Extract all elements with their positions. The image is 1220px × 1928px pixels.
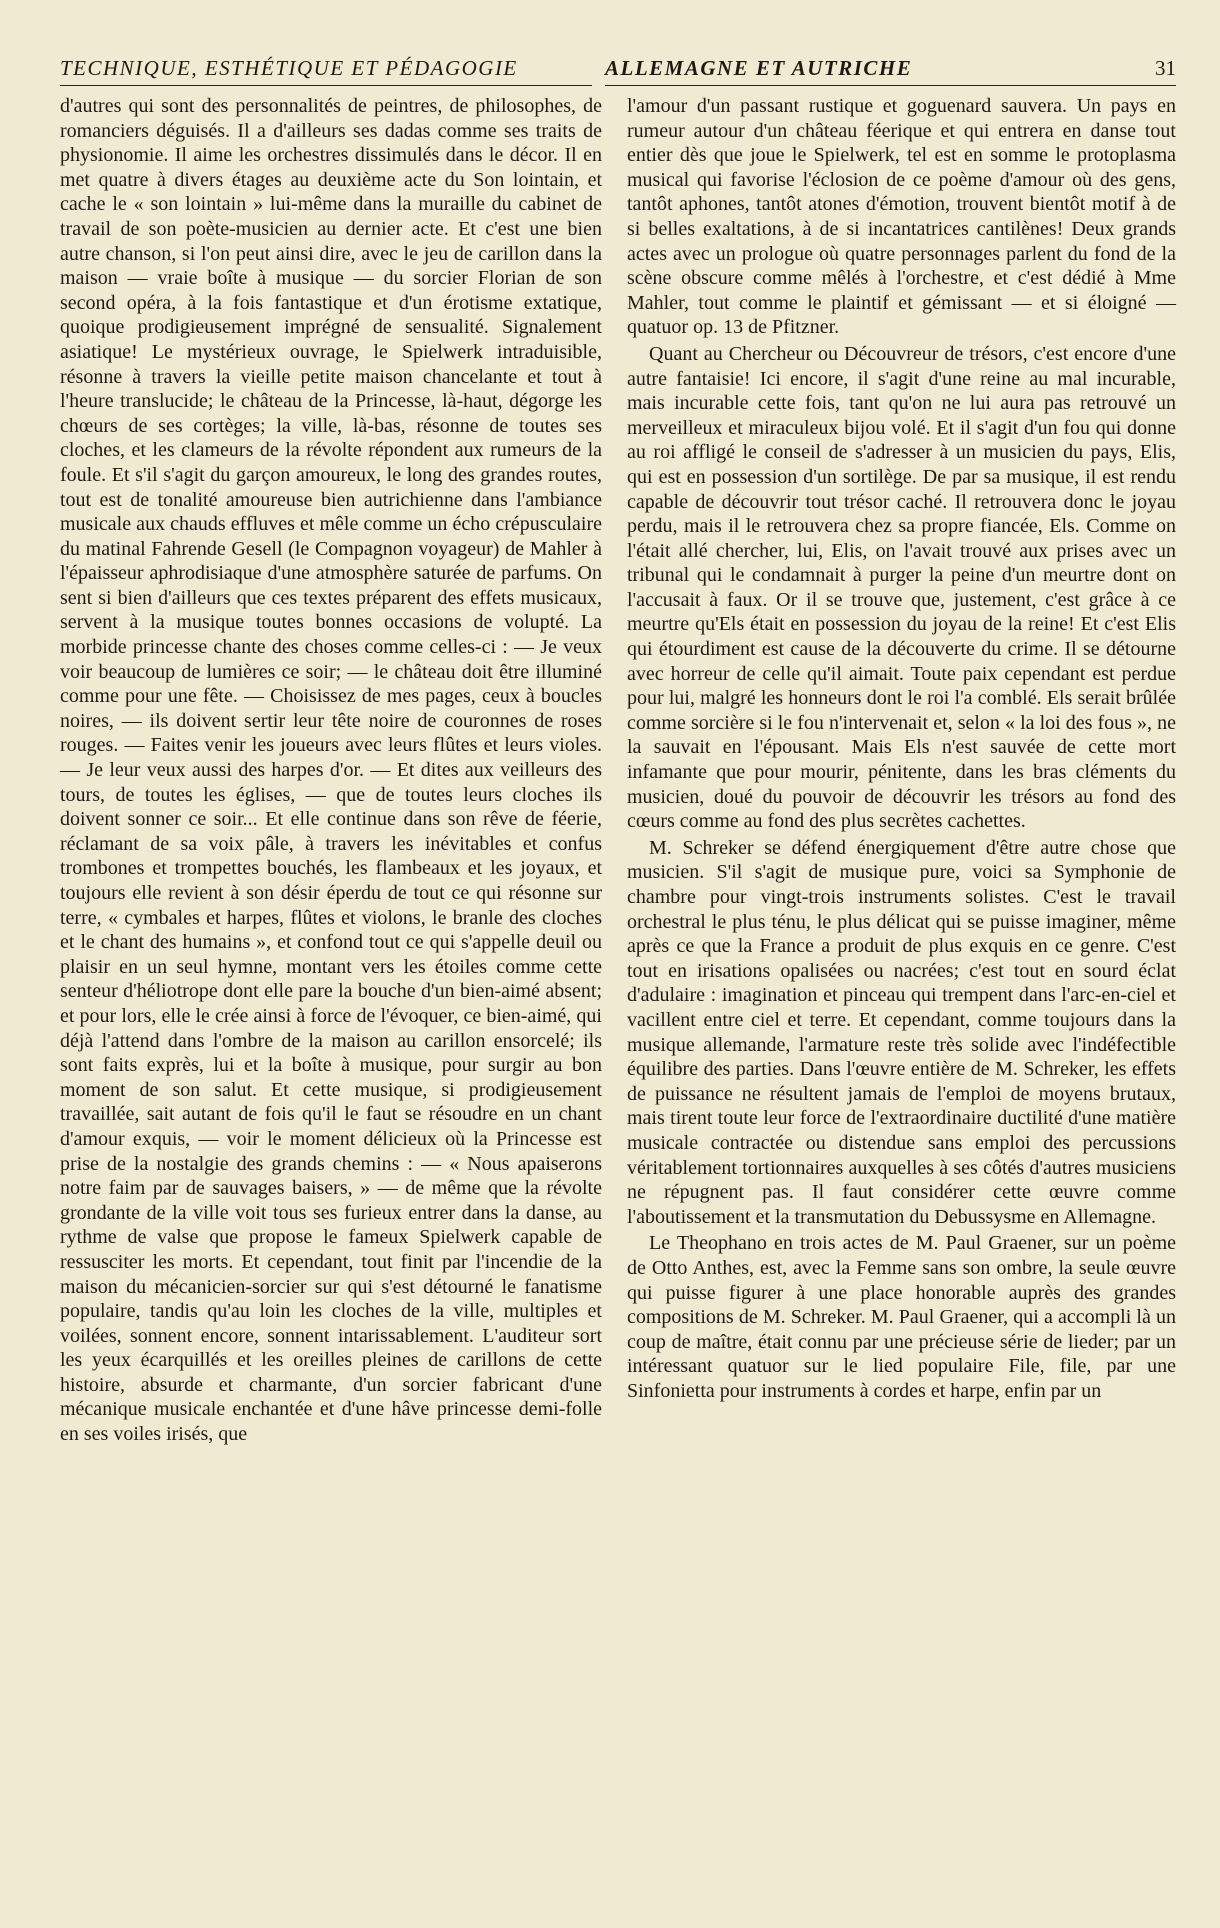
right-paragraph-4: Le Theophano en trois actes de M. Paul Graener, sur un poème de Otto Anthes, est, avec la Femme sans son ombre, la seule œuvre qui puisse figurer à une place honorable auprès des grandes compositions de M. Schreker. M. Paul Graener, qui a accompli là un coup de maître, était connu par une précieuse série de lieder; par un intéressant quatuor sur le lied populaire File, file, par une Sinfonietta pour instruments à cordes et harpe, enfin par un [627, 1232, 1176, 1402]
right-paragraph-2: Quant au Chercheur ou Découvreur de trésors, c'est encore d'une autre fantaisie! Ici encore, il s'agit d'une reine au mal incurable, mais incurable cette fois, tant qu'on ne lui aura pas retrouvé un merveilleux et miraculeux bijou volé. Et il s'agit d'un fou qui donne au roi affligé le conseil de s'adresser à un musicien du pays, Elis, qui est en possession d'un sortilège. De par sa musique, il est rendu capable de découvrir tout trésor caché. Il retrouvera donc le joyau perdu, mais il le retrouvera chez sa propre fiancée, Els. Comme on l'était allé chercher, lui, Elis, on l'avait trouvé aux prises avec un tribunal qui le condamnait à purger la peine d'un meurtre dont on l'accusait à faux. Or il se trouve que, justement, c'est grâce à ce meurtre qu'Els était en possession du joyau de la reine! Et c'est Elis qui étourdiment est cause de la découverte du crime. Il se détourne avec horreur de celle qu'il aimait. Toute paix cependant est perdue pour lui, malgré les honneurs dont le roi l'a comblé. Els serait brûlée comme sorcière si le fou n'intervenait et, selon « la loi des fous », ne la sauvait en l'épousant. Mais Els n'est sauvée de cette mort infamante que pour mourir, pénitente, dans les bras cléments du musicien, doué du pouvoir de découvrir les trésors au fond des cœurs comme au fond des plus secrètes cachettes. [627, 342, 1176, 833]
right-paragraph-1: l'amour d'un passant rustique et goguenard sauvera. Un pays en rumeur autour d'un château féerique et qui entrera en danse tout entier dès que joue le Spielwerk, tel est en somme le protoplasma musical qui favorise l'éclosion de ce poème d'amour où des gens, tantôt aphones, tantôt atones d'émotion, trouvent bientôt motif à de si belles exaltations, à de si incantatrices cantilènes! Deux grands actes avec un prologue où quatre personnages parlent du fond de la scène obscure comme mêlés à l'orchestre, et c'est dédié à Mme Mahler, tout comme le plaintif et gémissant — et si éloigné — quatuor op. 13 de Pfitzner. [627, 95, 1176, 339]
right-paragraph-3: M. Schreker se défend énergiquement d'être autre chose que musicien. S'il s'agit de musique pure, voici sa Symphonie de chambre pour vingt-trois instruments solistes. C'est le travail orchestral le plus ténu, le plus délicat qui se puisse imaginer, même après ce que la France a produit de plus exquis en ce genre. C'est tout en irisations opalisées ou nacrées; c'est tout en sourd éclat d'adulaire : imagination et pinceau qui trempent dans l'arc-en-ciel et vacillent entre ciel et terre. Et cependant, comme toujours dans la musique allemande, l'armature reste très solide avec l'indéfectible équilibre des parties. Dans l'œuvre entière de M. Schreker, les effets de puissance ne résultent jamais de l'emploi de moyens brutaux, mais tirent toute leur force de l'extraordinaire ductilité d'une matière musicale contractée ou distendue sans emploi des percussions véritablement tortionnaires auxquelles à ses côtés d'autres musiciens ne répugnent pas. Il faut considérer cette œuvre comme l'aboutissement et la transmutation du Debussysme en Allemagne. [627, 836, 1176, 1228]
left-column [60, 94, 602, 1447]
left-paragraph-1: d'autres qui sont des personnalités de peintres, de philosophes, de romanciers déguisés. Il a d'ailleurs ses dadas comme ses traits de physionomie. Il aime les orchestres dissimulés dans le décor. Il en met quatre à divers étages au deuxième acte du Son lointain, et cache le « son lointain » lui-même dans la muraille du cabinet de travail de son poète-musicien au dernier acte. Et c'est une bien autre chanson, si l'on peut ainsi dire, avec le jeu de carillon dans la maison — vraie boîte à musique — du sorcier Florian de son second opéra, à la fois fantastique et d'un érotisme extatique, quoique prodigieusement imprégné de sensualité. Signalement asiatique! Le mystérieux ouvrage, le Spielwerk intraduisible, résonne à travers la vieille petite maison chancelante et tout à l'heure translucide; le château de la Princesse, là-haut, dégorge les chœurs de ses cortèges; la ville, là-bas, résonne de toutes ses cloches, et les clameurs de la révolte répondent aux rumeurs de la foule. Et s'il s'agit du garçon amoureux, le long des grandes routes, tout est de tonalité amoureuse bien autrichienne dans l'ambiance musicale aux chauds effluves et mêle comme un écho crépusculaire du matinal Fahrende Gesell (le Compagnon voyageur) de Mahler à l'épaisseur aphrodisiaque d'une atmosphère saturée de parfums. On sent si bien d'ailleurs que ces textes préparent des effets musicaux, servent à la musique toutes bonnes occasions de volupté. La morbide princesse chante des choses comme celles-ci : — Je veux voir beaucoup de lumières ce soir; — le château doit être illuminé comme pour une fête. — Choisissez de mes pages, ceux à boucles noires, — ils doivent sertir leur tête noire de couronnes de roses rouges. — Faites venir les joueurs avec leurs flûtes et leurs violes. — Je leur veux aussi des harpes d'or. — Et dites aux veilleurs des tours, de toutes les églises, — que de toutes leurs cloches ils doivent sonner ce soir... Et elle continue dans son rêve de féerie, réclamant de sa voix pâle, à travers les inévitables et confus trombones et trompettes bouchés, les flambeaux et les joyaux, et toujours elle revient à son désir éperdu de tout ce qui résonne sur terre, « cymbales et harpes, flûtes et violons, le branle des cloches et le chant des humains », et confond tout ce qui s'appelle deuil ou plaisir en un seul hymne, montant vers les étoiles comme cette senteur d'héliotrope dont elle pare la bouche d'un bien-aimé absent; et pour lors, elle le crée ainsi à force de l'évoquer, ce bien-aimé, qui déjà l'attend dans l'ombre de la maison au carillon ensorcelé; ils sont faits exprès, lui et la boîte à musique, pour surgir au bon moment de son salut. Et cette musique, si prodigieusement travaillée, sait autant de fois qu'il le faut se résoudre en un chant d'amour exquis, — voir le moment délicieux où la Princesse est prise de la nostalgie des grands chemins : — « Nous apaiserons notre faim par de sauvages baisers, » — de même que la révolte grondante de la ville voit tous ses furieux entrer dans la danse, au rythme de valse que propose le fameux Spielwerk capable de ressusciter les morts. Et cependant, tout finit par l'incendie de la maison du mécanicien-sorcier sur qui s'est détourné le fanatisme populaire, tandis qu'au loin les cloches de la ville, multiples et voilées, sonnent encore, sonnent intarissablement. L'auditeur sort les yeux écarquillés et les oreilles pleines de carillons de cette histoire, absurde et charmante, d'un sorcier fabricant d'une mécanique musicale enchantée et d'une hâve princesse demi-folle en ses voiles irisés, que [60, 95, 602, 1446]
page-number: 31 [1155, 56, 1176, 80]
header-left-title: TECHNIQUE, ESTHÉTIQUE ET PÉDAGOGIE [60, 56, 518, 80]
header-right-title [605, 56, 1176, 81]
text-columns [60, 94, 1176, 1447]
header-rule-left [60, 85, 592, 86]
right-column [627, 94, 1176, 1447]
running-header [60, 56, 1176, 86]
header-rule-right [605, 85, 1176, 86]
header-right-label: ALLEMAGNE ET AUTRICHE [605, 56, 913, 80]
